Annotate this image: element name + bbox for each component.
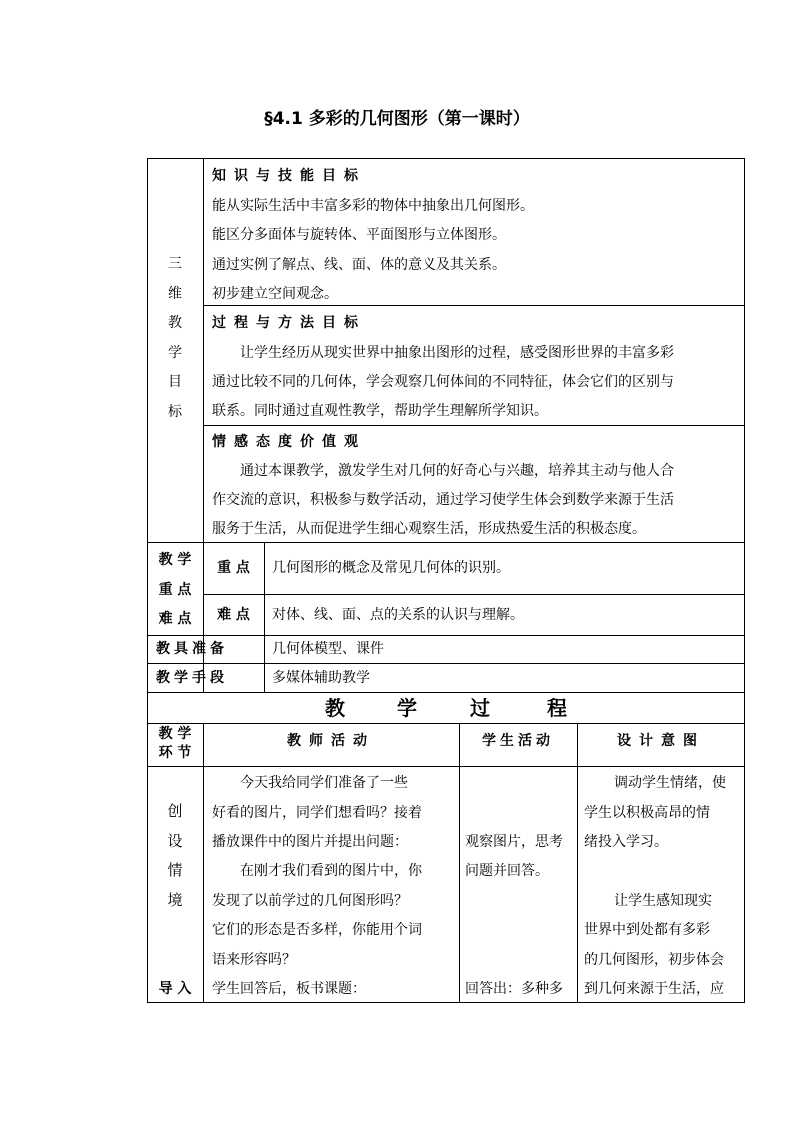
- key-point-text: 几何图形的概念及常见几何体的识别。: [272, 560, 510, 576]
- knowledge-line: 初步建立空间观念。: [212, 286, 338, 302]
- col-divider: [203, 723, 204, 1003]
- teacher-activity-line: 好看的图片，同学们想看吗？接着: [212, 805, 422, 821]
- emotion-heading: 情感态度价值观: [212, 434, 366, 450]
- tools-text: 几何体模型、课件: [272, 641, 384, 657]
- emotion-line: 服务于生活，从而促进学生细心观察生活，形成热爱生活的积极态度。: [212, 521, 646, 537]
- student-activity-line: 观察图片，思考: [465, 834, 563, 850]
- header-line: 教 学: [158, 726, 192, 742]
- page-title: §4.1 多彩的几何图形（第一课时）: [264, 109, 530, 129]
- emotion-line: 作交流的意识，积极参与数学活动，通过学习使学生体会到数学来源于生活: [212, 492, 674, 508]
- design-intent-line: 世界中到处都有多彩: [584, 922, 710, 938]
- col-divider: [264, 635, 265, 692]
- side-char: 三: [168, 256, 182, 272]
- means-label: 教学手段: [156, 670, 228, 686]
- design-intent-line: 的几何图形，初步体会: [584, 952, 724, 968]
- side-char: 学: [168, 344, 182, 361]
- means-text: 多媒体辅助教学: [272, 670, 370, 686]
- col-divider: [264, 542, 265, 635]
- process-line: 让学生经历从现实世界中抽象出图形的过程，感受图形世界的丰富多彩: [240, 345, 674, 361]
- side-label-line: 教 学: [158, 552, 192, 568]
- col-divider: [577, 723, 578, 1003]
- side-char: 维: [168, 285, 182, 302]
- process-header-char: 教: [325, 696, 345, 720]
- design-intent-line: 到几何来源于生活，应: [584, 981, 724, 997]
- keypoints-side-label: [147, 546, 203, 635]
- process-line: 通过比较不同的几何体，学会观察几何体间的不同特征，体会它们的区别与: [212, 374, 674, 390]
- stage-char: 境: [167, 890, 183, 909]
- stage-char: 设: [167, 831, 183, 850]
- process-header-char: 过: [470, 696, 490, 720]
- difficult-point-text: 对体、线、面、点的关系的认识与理解。: [272, 607, 524, 623]
- knowledge-line: 能区分多面体与旋转体、平面图形与立体图形。: [212, 227, 506, 243]
- row-divider: [203, 594, 745, 595]
- side-label-line: 重 点: [158, 581, 192, 598]
- teacher-activity-line: 发现了以前学过的几何图形吗？: [212, 893, 408, 909]
- col-divider: [459, 723, 460, 1003]
- stage-char: 情: [167, 861, 183, 879]
- design-column-header: 设计意图: [617, 733, 705, 749]
- key-point-label: 重 点: [217, 560, 250, 576]
- stage-label-bottom: 导 入: [158, 981, 192, 997]
- row-divider: [147, 663, 745, 664]
- tools-label: 教具准备: [156, 641, 228, 657]
- row-divider: [147, 635, 745, 636]
- teacher-activity-line: 语来形容吗？: [212, 952, 296, 968]
- side-char: 标: [168, 403, 182, 420]
- design-intent-line: 让学生感知现实: [614, 893, 712, 909]
- teacher-activity-line: 播放课件中的图片并提出问题：: [212, 834, 408, 850]
- design-intent-line: 绪投入学习。: [584, 834, 668, 850]
- process-heading: 过程与方法目标: [212, 315, 366, 331]
- teacher-activity-line: 在刚才我们看到的图片中，你: [240, 863, 422, 879]
- knowledge-line: 通过实例了解点、线、面、体的意义及其关系。: [212, 257, 506, 273]
- side-char: 教: [168, 315, 182, 331]
- emotion-line: 通过本课教学，激发学生对几何的好奇心与兴趣，培养其主动与他人合: [240, 463, 674, 479]
- design-intent-line: 调动学生情绪，使: [614, 775, 726, 791]
- side-label-line: 难 点: [158, 611, 192, 627]
- row-divider: [147, 723, 745, 724]
- objectives-side-label: [147, 250, 203, 427]
- stage-label: [147, 797, 203, 915]
- student-column-header: 学生活动: [482, 733, 554, 749]
- side-char: 目: [168, 374, 182, 390]
- row-divider: [147, 692, 745, 693]
- design-intent-line: 学生以积极高昂的情: [584, 805, 710, 821]
- stage-column-header: [147, 725, 203, 763]
- process-header-char: 学: [397, 696, 417, 720]
- student-activity-line: 问题并回答。: [465, 863, 549, 879]
- student-activity-line: 回答出：多种多: [465, 981, 563, 997]
- teacher-activity-line: 今天我给同学们准备了一些: [240, 775, 408, 791]
- teacher-column-header: 教师活动: [287, 733, 375, 749]
- teacher-activity-line: 它们的形态是否多样，你能用个词: [212, 922, 422, 938]
- difficult-point-label: 难 点: [217, 607, 250, 623]
- knowledge-heading: 知识与技能目标: [212, 168, 366, 184]
- process-header-char: 程: [547, 696, 567, 720]
- row-divider: [147, 766, 745, 767]
- teacher-activity-line: 学生回答后，板书课题：: [212, 981, 366, 997]
- knowledge-line: 能从实际生活中丰富多彩的物体中抽象出几何图形。: [212, 198, 534, 214]
- process-line: 联系。同时通过直观性教学，帮助学生理解所学知识。: [212, 403, 548, 419]
- stage-char: 创: [167, 802, 183, 820]
- header-line: 环 节: [158, 745, 192, 761]
